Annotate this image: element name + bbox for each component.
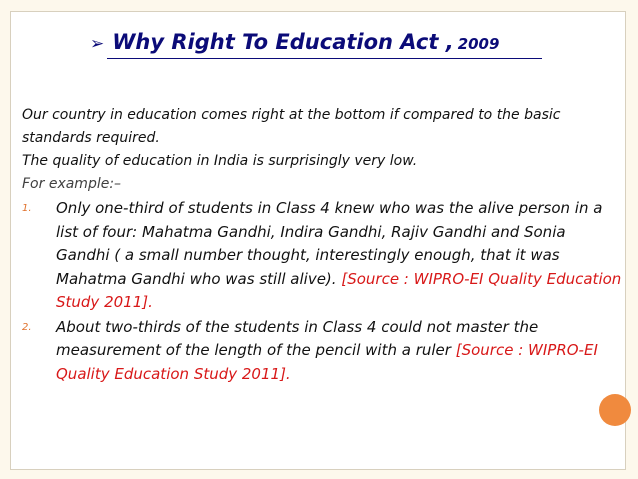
title-text: Why Right To Education Act ,: [112, 30, 454, 54]
list-item: [22, 197, 622, 315]
list-number: 2.: [22, 321, 32, 333]
decorative-circle: [599, 394, 631, 426]
title-year: 2009: [457, 35, 500, 53]
arrow-bullet-icon: ➢: [90, 34, 105, 54]
example-label: For example:–: [22, 176, 122, 192]
slide-body: [22, 104, 622, 386]
list-item-text: Only one-third of students in Class 4 knew who was the alive person in a list of four: Mahatma Gandhi, Indira Gandhi, Rajiv Gandhi and Sonia Gandhi ( a small number thought, interestingly enough, that it was Mahatma Gandhi who was still alive).: [56, 199, 603, 288]
source-citation: [Source : WIPRO-EI Quality Education Study 2011].: [56, 269, 622, 311]
paragraph-standards: Our country in education comes right at the bottom if compared to the basic standards required.: [22, 107, 561, 146]
title-underline: [107, 58, 542, 59]
slide-title: [90, 30, 499, 54]
list-item: [22, 316, 622, 387]
paragraph-quality: The quality of education in India is surprisingly very low.: [22, 153, 418, 169]
source-citation: [Source : WIPRO-EI Quality Education Study 2011].: [56, 341, 598, 383]
list-number: 1.: [22, 203, 32, 214]
list-item-text: About two-thirds of the students in Class 4 could not master the measurement of the length of the pencil with a ruler: [56, 317, 539, 359]
